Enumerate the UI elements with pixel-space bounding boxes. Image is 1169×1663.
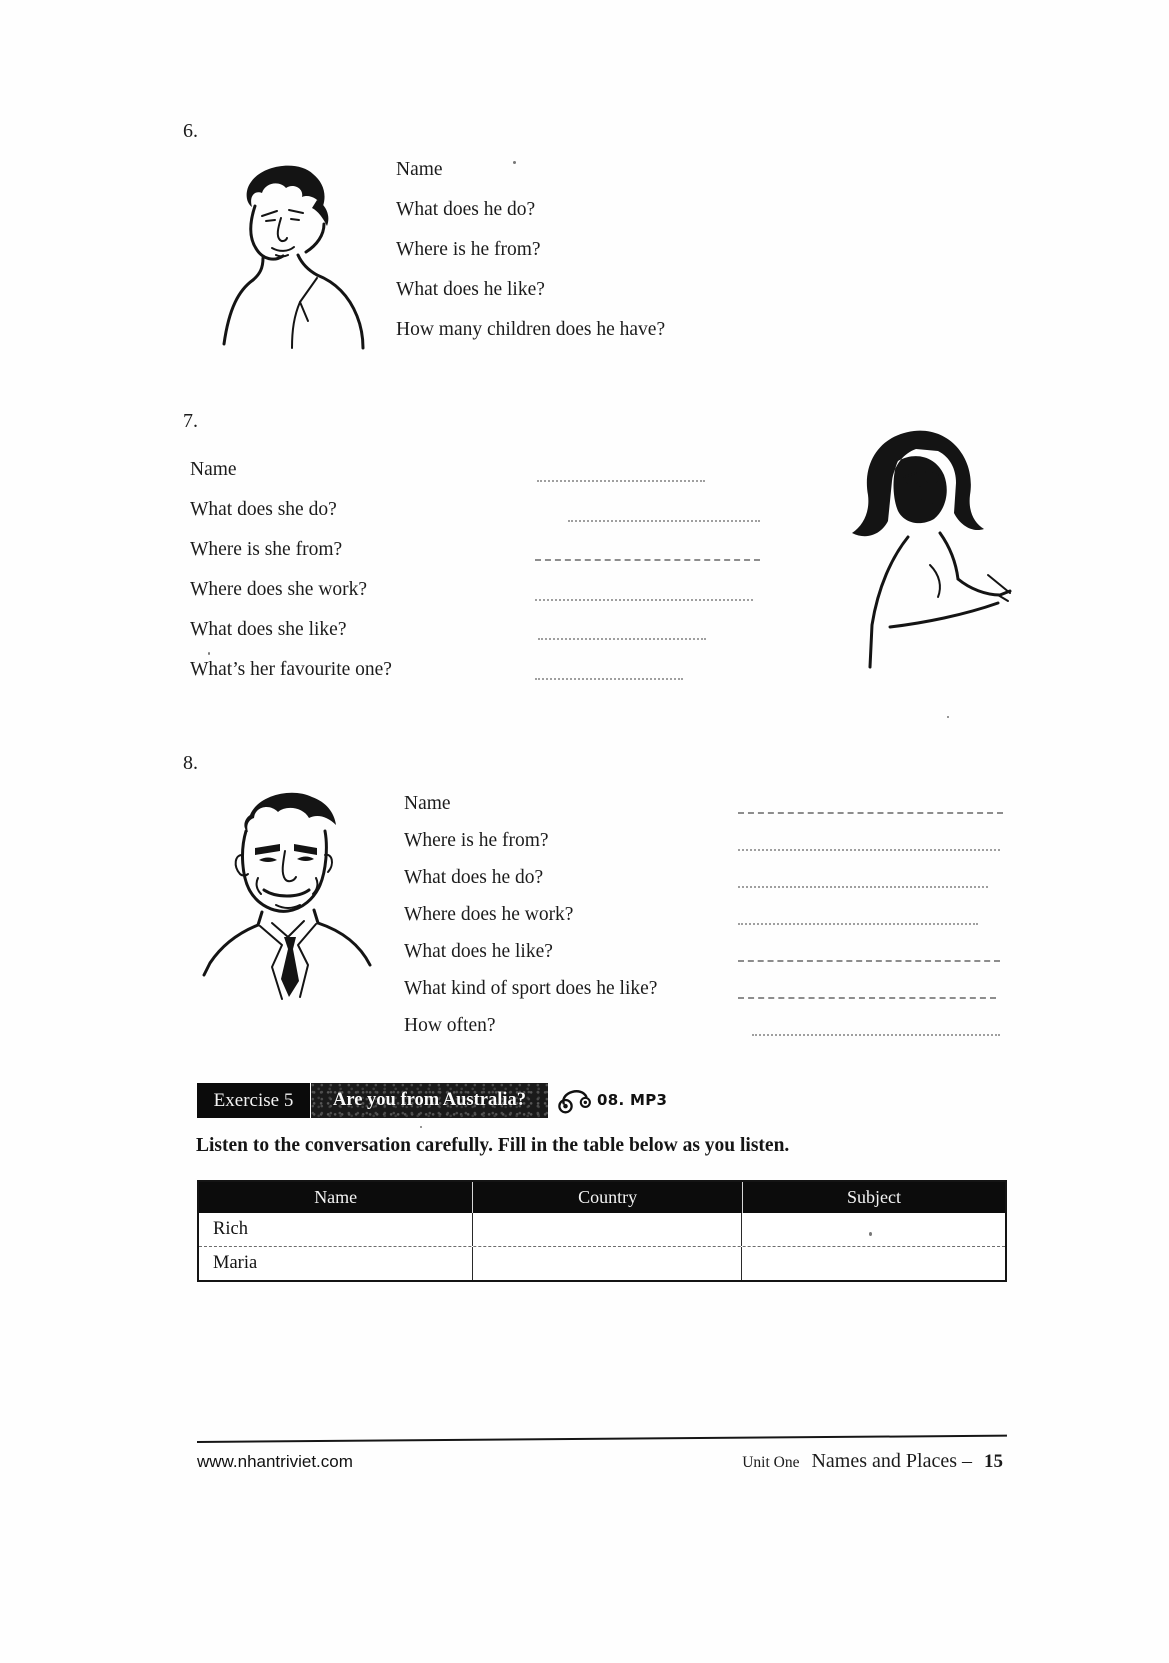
table-header-name: Name <box>199 1182 473 1213</box>
question-line: Where does he work? <box>404 904 574 925</box>
question-line: What does he do? <box>396 199 536 220</box>
scan-speckle <box>420 1126 422 1128</box>
exercise-title: Are you from Australia? <box>332 1090 527 1110</box>
question-line: What does he like? <box>396 279 545 300</box>
exercise-label: Exercise 5 <box>213 1089 294 1111</box>
young-man-sketch-svg <box>205 158 367 350</box>
footer-rule <box>197 1435 1007 1443</box>
exercise-instruction: Listen to the conversation carefully. Fill in the table below as you listen. <box>196 1135 790 1156</box>
headphones-icon <box>557 1086 591 1115</box>
question-line: Where is he from? <box>404 830 549 851</box>
question-line: Name <box>190 459 237 480</box>
publisher-website: www.nhantriviet.com <box>197 1452 353 1471</box>
item-7-number: 7. <box>183 410 198 432</box>
table-header-country: Country <box>473 1182 743 1213</box>
item-8-questions <box>404 785 657 1044</box>
question-line: Name <box>404 793 451 814</box>
question-line: What’s her favourite one? <box>190 659 392 680</box>
table-cell-name: Maria <box>199 1247 473 1280</box>
unit-title-group <box>742 1450 1003 1473</box>
item-6-questions <box>396 150 665 350</box>
question-line: Where is she from? <box>190 539 343 560</box>
item-8-number: 8. <box>183 752 198 774</box>
question-line: What kind of sport does he like? <box>404 978 658 999</box>
answer-line <box>568 520 760 522</box>
question-line: What does she do? <box>190 499 337 520</box>
table-cell-subject <box>742 1213 1005 1246</box>
woman-writing-illustration <box>812 425 1024 673</box>
woman-sketch-svg <box>812 425 1024 673</box>
man-in-suit-portrait-illustration <box>198 785 378 1003</box>
answer-line <box>738 812 1003 814</box>
table-header-row <box>199 1182 1005 1213</box>
table-cell-name: Rich <box>199 1213 473 1246</box>
answer-line <box>738 886 988 888</box>
item-7-questions <box>190 450 392 690</box>
answer-line <box>738 849 1000 851</box>
table-row <box>199 1247 1005 1280</box>
unit-title: Names and Places – <box>811 1450 972 1472</box>
audio-file-label: 08. MP3 <box>597 1091 668 1109</box>
question-line: What does he do? <box>404 867 544 888</box>
answer-line <box>738 960 1000 962</box>
answer-line <box>752 1034 1000 1036</box>
table-cell-country <box>473 1247 742 1280</box>
item-6-number: 6. <box>183 120 198 142</box>
answer-line <box>538 638 706 640</box>
answer-line <box>537 480 705 482</box>
exercise-label-badge <box>197 1083 310 1118</box>
answer-line <box>535 599 753 601</box>
scan-speckle <box>947 716 949 718</box>
question-line: What does she like? <box>190 619 347 640</box>
table-cell-country <box>473 1213 742 1246</box>
man-suit-sketch-svg <box>198 785 378 1003</box>
scan-speckle <box>208 652 210 655</box>
young-man-portrait-illustration <box>205 158 367 350</box>
table-cell-subject <box>742 1247 1005 1280</box>
answer-line <box>535 559 760 561</box>
answer-line <box>738 997 996 999</box>
answer-line <box>535 678 683 680</box>
table-header-subject: Subject <box>846 1187 901 1207</box>
question-line: How often? <box>404 1015 496 1036</box>
page-footer <box>197 1450 1003 1473</box>
scan-speckle <box>513 161 516 164</box>
question-line: Where is he from? <box>396 239 541 260</box>
headphones-icon-svg <box>557 1086 591 1115</box>
question-line: Name <box>396 159 443 180</box>
table-row <box>199 1213 1005 1247</box>
scan-speckle <box>869 1232 872 1236</box>
page-number: 15 <box>984 1451 1003 1472</box>
exercise-title-banner <box>311 1083 548 1118</box>
question-line: Where does she work? <box>190 579 368 600</box>
listening-table <box>197 1180 1007 1282</box>
answer-line <box>738 923 978 925</box>
unit-label: Unit One <box>742 1454 800 1471</box>
question-line: How many children does he have? <box>396 319 666 340</box>
question-line: What does he like? <box>404 941 553 962</box>
